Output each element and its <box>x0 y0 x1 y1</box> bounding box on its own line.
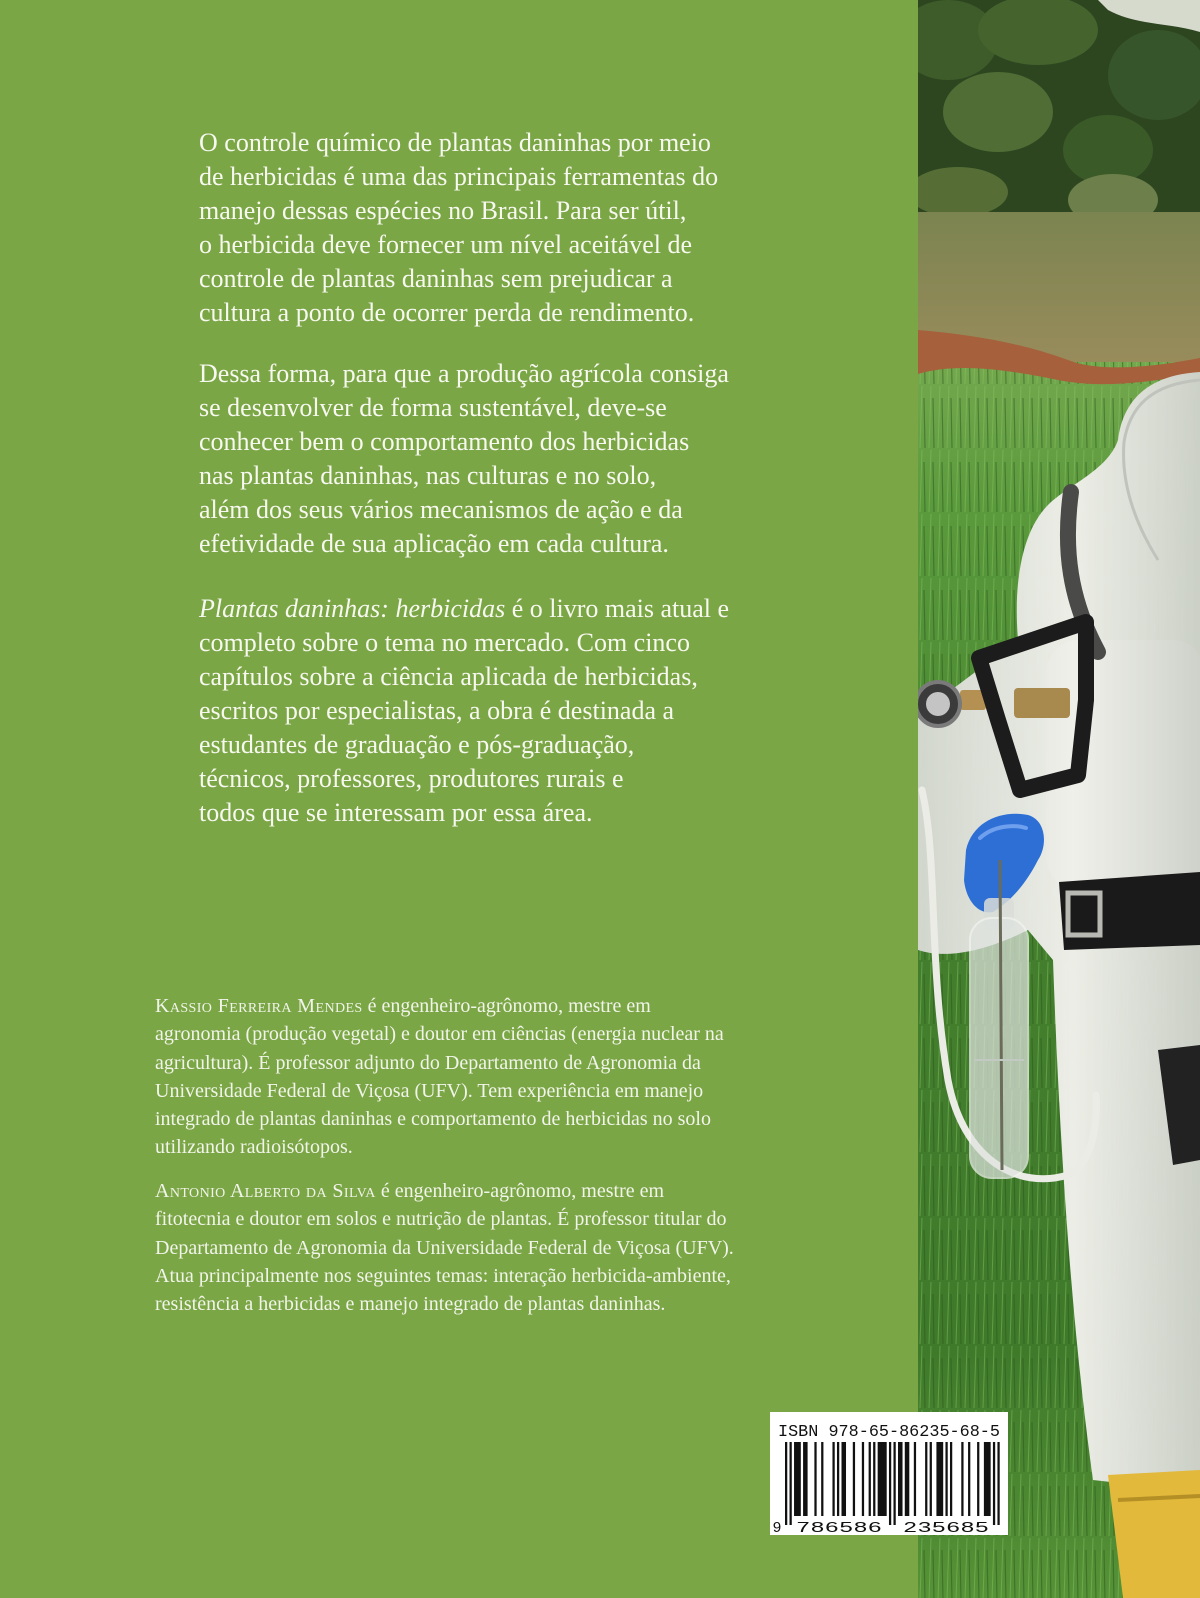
barcode-bar <box>853 1442 855 1516</box>
barcode-bar <box>869 1442 871 1516</box>
barcode-bar <box>961 1442 963 1516</box>
bio-line: Universidade Federal de Viçosa (UFV). Tem experiência em manejo <box>155 1079 704 1102</box>
barcode-bar <box>950 1442 952 1516</box>
isbn-barcode <box>770 1412 1008 1535</box>
isbn-label: ISBN 978-65-86235-68-5 <box>778 1422 1000 1441</box>
author-name: Antonio Alberto da Silva <box>155 1180 376 1202</box>
bio-line-rest: é engenheiro-agrônomo, mestre em <box>362 995 651 1017</box>
barcode-bar <box>936 1442 943 1516</box>
barcode-digits-right: 235685 <box>903 1520 989 1535</box>
barcode-bar <box>945 1442 947 1516</box>
blurb-line: se desenvolver de forma sustentável, deve-se <box>199 393 667 422</box>
barcode-bar <box>873 1442 875 1516</box>
cover-photo-illustration <box>918 0 1200 1598</box>
blurb-line: cultura a ponto de ocorrer perda de rendimento. <box>199 298 695 327</box>
blurb-paragraph-3 <box>199 592 729 830</box>
blurb-line: controle de plantas daninhas sem prejudicar a <box>199 264 673 293</box>
barcode-bar <box>930 1442 932 1516</box>
bio-line: resistência a herbicidas e manejo integrado de plantas daninhas. <box>155 1293 666 1316</box>
bio-line: agricultura). É professor adjunto do Departamento de Agronomia da <box>155 1051 701 1074</box>
blurb-line: escritos por especialistas, a obra é destinada a <box>199 696 675 725</box>
bio-line <box>155 1177 734 1205</box>
barcode-guard-bar <box>997 1442 999 1525</box>
blurb-line: completo sobre o tema no mercado. Com cinco <box>199 628 690 657</box>
barcode-bars <box>785 1442 1000 1525</box>
barcode-bar <box>905 1442 910 1516</box>
author-bio-2 <box>155 1177 734 1318</box>
blurb-line: capítulos sobre a ciência aplicada de herbicidas, <box>199 662 698 691</box>
barcode-bar <box>977 1442 979 1516</box>
barcode-guard-bar <box>790 1442 792 1525</box>
barcode-bar <box>968 1442 970 1516</box>
trees <box>918 0 1200 226</box>
bio-line <box>155 992 724 1020</box>
bio-line: fitotecnia e doutor em solos e nutrição de plantas. É professor titular do <box>155 1208 727 1231</box>
blurb-line: todos que se interessam por essa área. <box>199 798 593 827</box>
barcode-guard-bar <box>889 1442 891 1525</box>
blurb-line: técnicos, professores, produtores rurais e <box>199 764 624 793</box>
barcode-bar <box>821 1442 823 1516</box>
barcode-bar <box>984 1442 991 1516</box>
blurb-line: manejo dessas espécies no Brasil. Para ser útil, <box>199 196 687 225</box>
blurb-line <box>199 592 729 626</box>
barcode-graphic <box>770 1412 1008 1535</box>
blurb-paragraph-2 <box>199 357 729 561</box>
barcode-bar <box>925 1442 927 1516</box>
barcode-bar <box>832 1442 834 1516</box>
barcode-guard-bar <box>893 1442 895 1525</box>
blurb-line: de herbicidas é uma das principais ferramentas do <box>199 162 719 191</box>
barcode-bar <box>878 1442 887 1516</box>
author-name: Kassio Ferreira Mendes <box>155 995 363 1017</box>
author-bio-1 <box>155 992 724 1162</box>
blurb-line: estudantes de graduação e pós-graduação, <box>199 730 635 759</box>
barcode-digits-left: 786586 <box>796 1520 882 1535</box>
barcode-digit-first: 9 <box>772 1520 782 1535</box>
blurb-line: conhecer bem o comportamento dos herbicidas <box>199 427 690 456</box>
book-title: Plantas daninhas: herbicidas <box>199 594 506 623</box>
blurb-line-rest: é o livro mais atual e <box>505 594 730 623</box>
blurb-line: O controle químico de plantas daninhas por meio <box>199 128 711 157</box>
bio-line: integrado de plantas daninhas e comportamento de herbicidas no solo <box>155 1108 711 1131</box>
blurb-line: efetividade de sua aplicação em cada cultura. <box>199 529 669 558</box>
bio-line: Atua principalmente nos seguintes temas: interação herbicida-ambiente, <box>155 1264 731 1287</box>
bio-line: utilizando radioisótopos. <box>155 1136 353 1159</box>
belt <box>1059 872 1200 950</box>
blurb-paragraph-1 <box>199 126 718 330</box>
yellow-boot <box>1108 1470 1200 1598</box>
bio-line: Departamento de Agronomia da Universidade Federal de Viçosa (UFV). <box>155 1236 734 1259</box>
barcode-guard-bar <box>993 1442 995 1525</box>
blurb-line: nas plantas daninhas, nas culturas e no solo, <box>199 461 657 490</box>
barcode-bar <box>914 1442 916 1516</box>
blurb-line: além dos seus vários mecanismos de ação e da <box>199 495 683 524</box>
bio-line-rest: é engenheiro-agrônomo, mestre em <box>375 1180 665 1202</box>
cover-photo <box>918 0 1200 1598</box>
barcode-bar <box>803 1442 808 1516</box>
barcode-bar <box>862 1442 864 1516</box>
barcode-bar <box>837 1442 839 1516</box>
barcode-bar <box>842 1442 847 1516</box>
bio-line: agronomia (produção vegetal) e doutor em ciências (energia nuclear na <box>155 1023 724 1046</box>
barcode-bar <box>794 1442 801 1516</box>
blurb-line: Dessa forma, para que a produção agrícola consiga <box>199 359 729 388</box>
barcode-guard-bar <box>785 1442 787 1525</box>
blurb-line: o herbicida deve fornecer um nível aceitável de <box>199 230 693 259</box>
barcode-bar <box>814 1442 816 1516</box>
barcode-bar <box>898 1442 903 1516</box>
